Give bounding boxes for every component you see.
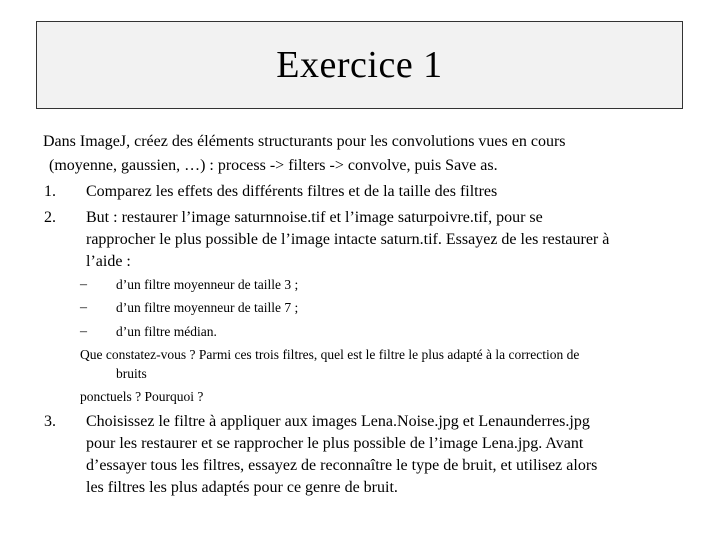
subitem-3-text: d’un filtre médian. bbox=[116, 324, 217, 339]
subitem-2-text: d’un filtre moyenneur de taille 7 ; bbox=[116, 300, 299, 315]
item-3-line-2: pour les restaurer et se rapprocher le plus possible de l’image Lena.jpg. Avant bbox=[86, 435, 584, 452]
title-box bbox=[36, 21, 683, 109]
item-3-line-3: d’essayer tous les filtres, essayez de reconnaître le type de bruit, et utilisez alors bbox=[86, 457, 598, 474]
item-3-number: 3. bbox=[44, 413, 56, 430]
item-2-line-2: rapprocher le plus possible de l’image intacte saturn.tif. Essayez de les restaurer à bbox=[86, 231, 610, 248]
question-line-3: ponctuels ? Pourquoi ? bbox=[80, 389, 204, 404]
item-2-line-1: But : restaurer l’image saturnnoise.tif et l’image saturpoivre.tif, pour se bbox=[86, 209, 543, 226]
subitem-bullet: – bbox=[80, 277, 87, 292]
question-line-1: Que constatez-vous ? Parmi ces trois filtres, quel est le filtre le plus adapté à la correction de bbox=[80, 347, 580, 362]
item-1-number: 1. bbox=[44, 183, 56, 200]
subitem-1-text: d’un filtre moyenneur de taille 3 ; bbox=[116, 277, 299, 292]
item-1-line-1: Comparez les effets des différents filtres et de la taille des filtres bbox=[86, 183, 498, 200]
page-title: Exercice 1 bbox=[276, 44, 443, 86]
intro-line-1: Dans ImageJ, créez des éléments structurants pour les convolutions vues en cours bbox=[43, 133, 566, 150]
item-3-line-1: Choisissez le filtre à appliquer aux images Lena.Noise.jpg et Lenaunderres.jpg bbox=[86, 413, 590, 430]
item-2-line-3: l’aide : bbox=[86, 253, 131, 270]
subitem-bullet: – bbox=[80, 324, 87, 339]
subitem-bullet: – bbox=[80, 300, 87, 315]
item-3-line-4: les filtres les plus adaptés pour ce genre de bruit. bbox=[86, 479, 398, 496]
question-line-2: bruits bbox=[116, 366, 147, 381]
item-2-number: 2. bbox=[44, 209, 56, 226]
intro-line-2: (moyenne, gaussien, …) : process -> filters -> convolve, puis Save as. bbox=[49, 157, 498, 174]
